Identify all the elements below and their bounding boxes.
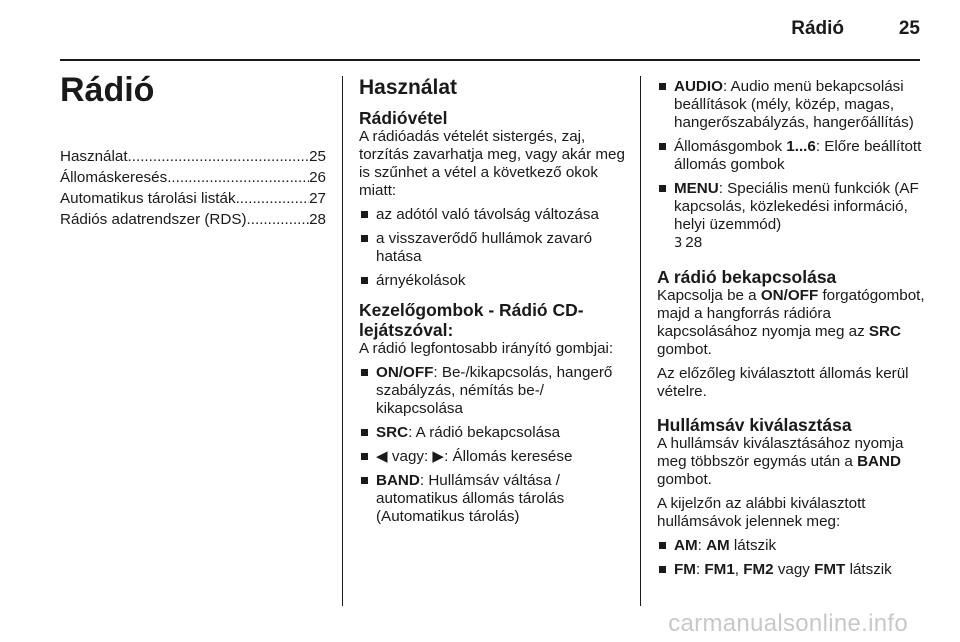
header-title: Rádió: [791, 18, 844, 39]
bullet-item: [657, 561, 925, 579]
paragraph: Az előzőleg kiválasztott állomás kerül vételre.: [657, 365, 909, 400]
section-heading: Használat: [359, 76, 458, 99]
chapter-title: Rádió: [60, 71, 155, 109]
bullet-square-icon: [659, 542, 666, 549]
text-run: vagy: [773, 561, 815, 578]
key-label: SRC: [868, 323, 901, 340]
bullet-square-icon: [659, 566, 666, 573]
key-label: FM2: [743, 561, 774, 578]
subsection-title: A rádió bekapcsolása: [657, 267, 837, 287]
key-label: ON/OFF: [760, 287, 819, 304]
header-rule: [60, 59, 920, 61]
toc-entry-text: Használat: [60, 148, 128, 165]
bullet-text: látszik: [845, 561, 892, 578]
key-label: ON/OFF: [376, 364, 434, 381]
bullet-square-icon: [659, 83, 666, 90]
text-run: :: [697, 537, 707, 554]
bullet-item: [359, 448, 627, 466]
bullet-square-icon: [361, 453, 368, 460]
bullet-text: : Előre beállított állomás gombok: [674, 138, 922, 173]
toc-entry[interactable]: [60, 148, 326, 169]
key-label: BAND: [376, 472, 420, 489]
bullet-item: [657, 138, 925, 174]
table-of-contents: [60, 148, 326, 232]
key-label: AM: [674, 537, 698, 554]
text-run: ,: [734, 561, 744, 578]
bullet-item: [359, 424, 627, 442]
key-label: AM: [706, 537, 730, 554]
bullet-square-icon: [659, 143, 666, 150]
bullet-text: : Hullámsáv váltása / automatikus állomás tárolás (Automatikus tárolás): [376, 472, 565, 525]
bullet-text: árnyékolások: [376, 272, 466, 289]
toc-entry-text: Állomáskeresés: [60, 169, 168, 186]
bullet-item: [359, 206, 627, 224]
toc-dots: [236, 190, 310, 208]
page-header: [60, 18, 920, 44]
toc-entry-text: Automatikus tárolási listák: [60, 190, 236, 207]
key-label: 1...6: [786, 138, 816, 155]
bullet-item: [359, 364, 627, 418]
bullet-item: [657, 180, 925, 253]
page-reference[interactable]: 28: [685, 234, 703, 251]
bullet-text: : Speciális menü funkciók (AF kapcsolás, közlekedési információ, helyi üzemmód): [674, 180, 919, 233]
key-label: FM1: [704, 561, 735, 578]
bullet-text: : A rádió bekapcsolása: [408, 424, 561, 441]
bullet-text: a visszaverődő hullámok zavaró hatása: [376, 230, 593, 265]
bullet-item: [359, 230, 627, 266]
text-run: Kapcsolja be a: [657, 287, 761, 304]
bullet-square-icon: [361, 277, 368, 284]
bullet-square-icon: [361, 235, 368, 242]
page-reference-icon: 3: [674, 236, 683, 251]
paragraph: A rádió legfontosabb irányító gombjai:: [359, 340, 614, 357]
toc-entry-page: 25: [309, 148, 326, 165]
toc-entry[interactable]: [60, 190, 326, 211]
toc-entry-page: 28: [309, 211, 326, 228]
key-label: AUDIO: [674, 78, 723, 95]
key-label: MENU: [674, 180, 719, 197]
column-2: [359, 72, 627, 526]
toc-entry[interactable]: [60, 211, 326, 232]
text-run: :: [695, 561, 705, 578]
toc-entry[interactable]: [60, 169, 326, 190]
bullet-item: [359, 472, 627, 526]
bullet-text: : Be-/kikapcsolás, hangerő szabályzás, némítás be-/ kikapcsolása: [376, 364, 613, 417]
column-1: [60, 72, 326, 232]
bullet-square-icon: [361, 369, 368, 376]
toc-entry-page: 27: [309, 190, 326, 207]
bullet-square-icon: [361, 429, 368, 436]
bullet-item: [657, 78, 925, 132]
toc-entry-text: Rádiós adatrendszer (RDS): [60, 211, 247, 228]
paragraph: A rádióadás vételét sistergés, zaj, torzítás zavarhatja meg, vagy akár meg is szűnhet a vétel a következő okok miatt:: [359, 128, 625, 199]
text-run: gombot.: [657, 341, 712, 358]
key-label: BAND: [857, 453, 901, 470]
bullet-text: az adótól való távolság változása: [376, 206, 599, 223]
toc-entry-page: 26: [309, 169, 326, 186]
text-run: forgatógombot, majd a hangforrás rádióra kapcsolásához nyomja meg az: [657, 287, 925, 340]
column-divider-1: [342, 76, 343, 606]
toc-dots: [167, 169, 309, 187]
key-label: FM: [674, 561, 696, 578]
text-run: A hullámsáv kiválasztásához nyomja meg többször egymás után a: [657, 435, 904, 470]
paragraph: [657, 435, 925, 489]
bullet-text: ◀ vagy: ▶: Állomás keresése: [376, 448, 573, 465]
watermark: carmanualsonline.info: [668, 610, 908, 637]
bullet-square-icon: [361, 477, 368, 484]
bullet-square-icon: [659, 185, 666, 192]
toc-dots: [128, 148, 310, 166]
toc-dots: [247, 211, 310, 229]
bullet-item: [657, 537, 925, 555]
bullet-text: Állomásgombok: [674, 138, 787, 155]
bullet-text: látszik: [729, 537, 777, 554]
bullet-item: [359, 272, 627, 290]
page-number: 25: [898, 18, 920, 39]
key-label: SRC: [376, 424, 409, 441]
subsection-title: Rádióvétel: [359, 108, 448, 128]
subsection-title: Kezelőgombok - Rádió CD-lejátszóval:: [359, 300, 584, 340]
bullet-square-icon: [361, 211, 368, 218]
column-divider-2: [640, 76, 641, 606]
subsection-title: Hullámsáv kiválasztása: [657, 415, 852, 435]
column-3: [657, 72, 925, 579]
paragraph: [657, 287, 925, 359]
bullet-text: : Audio menü bekapcsolási beállítások (mély, közép, magas, hangerőszabályzás, hangerőállítás): [674, 78, 914, 131]
text-run: gombot.: [657, 471, 712, 488]
paragraph: A kijelzőn az alábbi kiválasztott hullámsávok jelennek meg:: [657, 495, 866, 530]
key-label: FMT: [814, 561, 846, 578]
